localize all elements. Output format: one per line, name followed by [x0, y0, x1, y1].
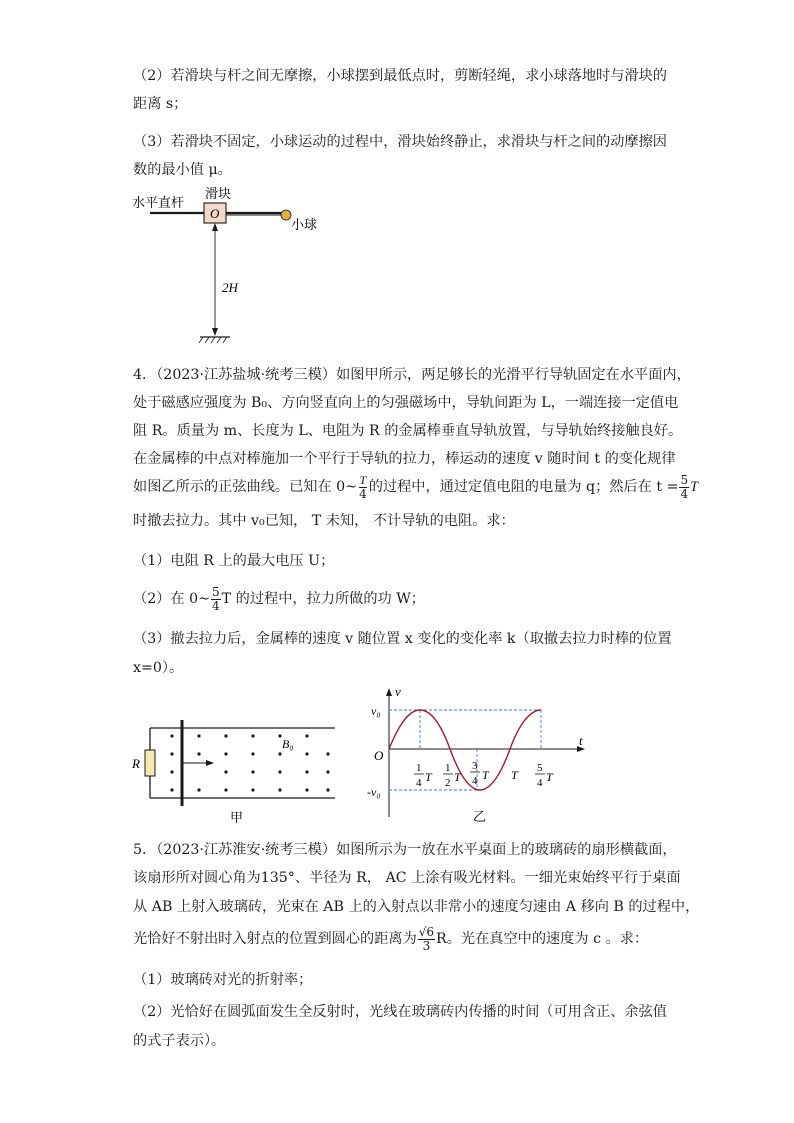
- q4-sub1: （1）电阻 R 上的最大电压 U；: [133, 553, 335, 569]
- figure-rod-slider: [130, 185, 370, 350]
- q5-sub2: （2）光恰好在圆弧面发生全反射时，光线在玻璃砖内传播的时间（可用含正、余弦值: [133, 1004, 667, 1020]
- tick-half-den: 2: [445, 777, 451, 789]
- resistor-icon: [145, 750, 155, 776]
- ball-label: 小球: [291, 217, 318, 232]
- tick-half-T: T: [454, 770, 461, 784]
- q4-sub3: （3）撤去拉力后，金属棒的速度 v 随位置 x 变化的变化率 k（取撤去拉力时棒的位置: [133, 631, 672, 647]
- resistor-label: R: [132, 756, 140, 771]
- figure-caption-jia: 甲: [230, 810, 244, 825]
- q5-line1: 5．（2023·江苏淮安·统考三模）如图所示为一放在水平桌面上的玻璃砖的扇形横截面，: [133, 842, 677, 858]
- q4-line5: 如图乙所示的正弦曲线。已知在 0~ $\frac{T}{4}$ 的过程中，通过定值电阻的电量为 q；然后在 t = $\frac{5}{4}$ T: [133, 472, 698, 501]
- velocity-curve: [389, 710, 541, 790]
- origin-label: O: [374, 748, 384, 763]
- q4-line1: 4．（2023·江苏盐城·统考三模）如图甲所示，两足够长的光滑平行导轨固定在水平面内，: [133, 367, 691, 383]
- q4-sub3-cont: x=0）。: [133, 660, 184, 676]
- neg-v0-label: -v₀: [367, 785, 381, 799]
- q3-part3-cont: 数的最小值 μ。: [133, 162, 232, 178]
- tick-three-T: T: [482, 768, 489, 782]
- q3-part3: （3）若滑块不固定，小球运动的过程中，滑块始终静止，求滑块与杆之间的动摩擦因: [133, 134, 667, 150]
- rod-label: 水平直杆: [132, 195, 185, 210]
- tick-three-num: 3: [472, 760, 478, 772]
- q5-line4: 光恰好不射出时入射点的位置到圆心的距离为 $\frac{√6}{3}$ R。光在真空中的速度为 c 。求：: [133, 924, 649, 953]
- q5-sub2-cont: 的式子表示）。: [133, 1033, 226, 1049]
- q4-line2: 处于磁感应强度为 B₀、方向竖直向上的匀强磁场中，导轨间距为 L，一端连接一定值电: [133, 395, 679, 411]
- v0-label: v₀: [371, 704, 381, 718]
- q5-line3: 从 AB 上射入玻璃砖，光束在 AB 上的入射点以非常小的速度匀速由 A 移向 B 的过程中，: [133, 899, 700, 915]
- ball-icon: [281, 210, 291, 220]
- q4-line6: 时撤去拉力。其中 v₀已知， T 未知， 不计导轨的电阻。求：: [133, 513, 515, 529]
- tick-quarter-den: 4: [416, 777, 422, 789]
- q3-part2-cont: 距离 s；: [133, 96, 188, 112]
- q4-line4: 在金属棒的中点对棒施加一个平行于导轨的拉力，棒运动的速度 v 随时间 t 的变化规律: [133, 451, 676, 467]
- figure-caption-yi: 乙: [473, 809, 487, 824]
- tick-five-num: 5: [537, 762, 543, 774]
- q3-part2: （2）若滑块与杆之间无摩擦，小球摆到最低点时，剪断轻绳，求小球落地时与滑块的: [133, 68, 667, 84]
- tick-T-label: T: [511, 768, 518, 782]
- tick-three-den: 4: [472, 775, 478, 787]
- field-label: B₀: [282, 737, 294, 751]
- height-label: 2H: [222, 280, 238, 295]
- tick-five-den: 4: [537, 777, 543, 789]
- q5-line2: 该扇形所对圆心角为135°、半径为 R， AC 上涂有吸光材料。一细光束始终平行于桌面: [133, 870, 681, 886]
- q4-line3: 阻 R。质量为 m、长度为 L、电阻为 R 的金属棒垂直导轨放置，与导轨始终接触良好。: [133, 423, 683, 439]
- tick-quarter-num: 1: [416, 762, 422, 774]
- t-axis-label: t: [579, 733, 583, 748]
- figure-rails-field: [130, 718, 345, 828]
- q5-sub1: （1）玻璃砖对光的折射率；: [133, 972, 313, 988]
- tick-five-T: T: [546, 770, 553, 784]
- tick-half-num: 1: [445, 762, 451, 774]
- figure-vt-graph: [365, 685, 595, 825]
- slider-label: 滑块: [205, 186, 232, 201]
- v-axis-label: v: [395, 685, 401, 699]
- pivot-label: O: [210, 206, 220, 221]
- q4-sub2: （2）在 0~ $\frac{5}{4}$ T 的过程中，拉力所做的功 W；: [133, 584, 425, 613]
- tick-quarter-T: T: [425, 770, 432, 784]
